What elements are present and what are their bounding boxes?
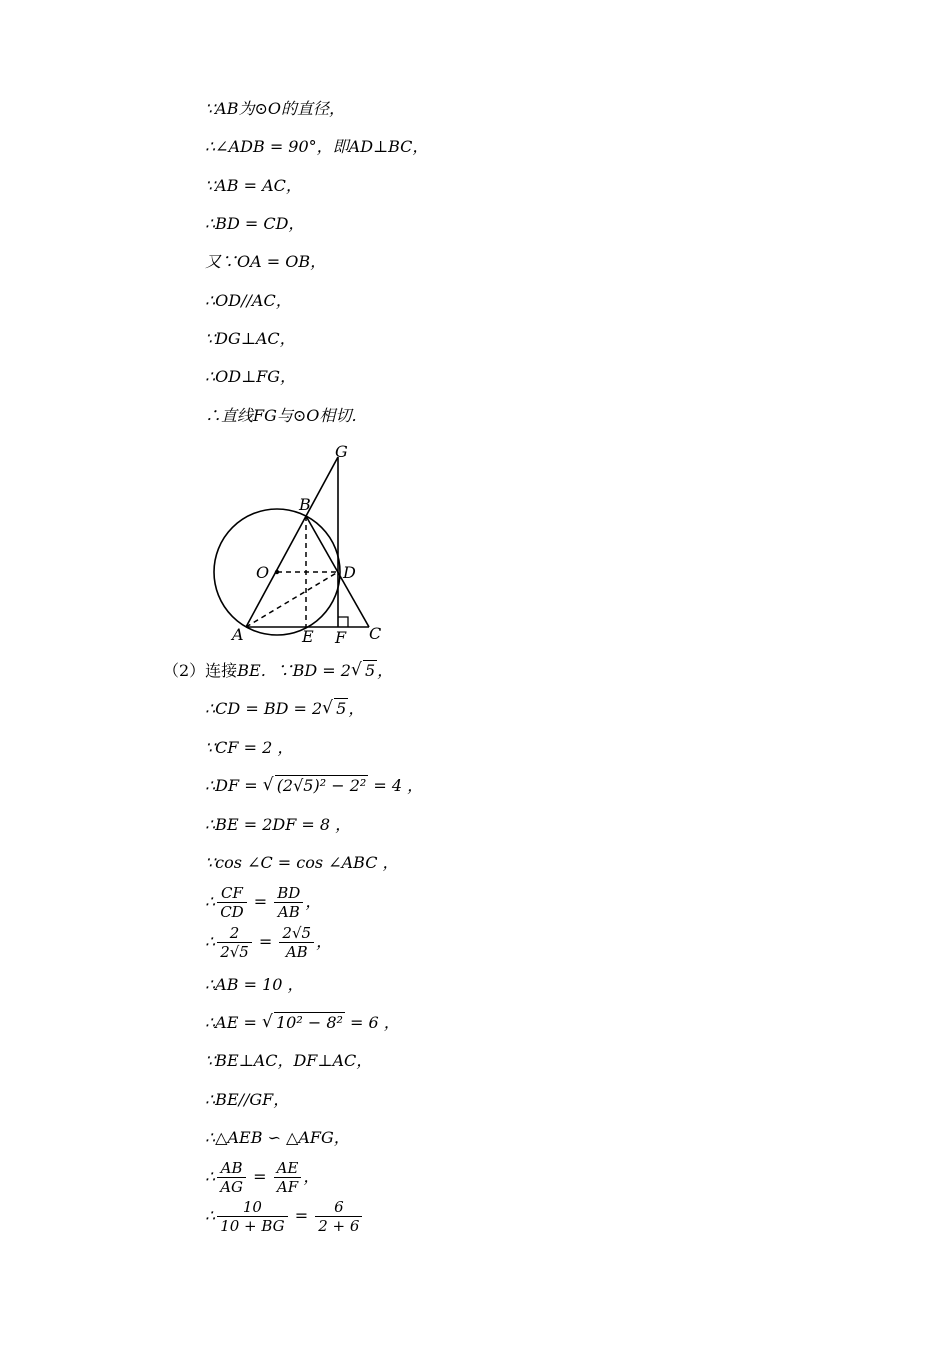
text-frag: = 6 ， [344,1013,400,1032]
sqrt-expr: √ 5 [350,660,376,680]
equals: = [253,932,278,951]
segment-be: BE [237,661,261,680]
radicand: 5 [364,661,376,680]
text-frag: ∴AE = [205,1013,262,1032]
text-frag: ， [377,661,394,680]
fraction [279,924,314,961]
proof2-line-8 [205,922,332,962]
radicand: 10² − 8² [276,1013,343,1032]
numerator: 2 [217,924,252,943]
text-frag: ， [316,932,333,951]
numerator: 10 [217,1198,287,1217]
proof2-line-2 [205,697,364,721]
fraction [315,1198,362,1235]
numerator: 2√5 [279,924,314,943]
center-dot [275,570,279,574]
numerator: 6 [315,1198,362,1217]
denominator: 10 + BG [220,1217,285,1235]
proof2-line-10 [205,1011,400,1035]
right-angle-marker [338,617,348,627]
fraction [217,1198,287,1235]
equals: = [248,1167,272,1186]
text-frag: ， [303,1167,320,1186]
numerator: BD [274,884,303,903]
proof-line-9: ∴直线FG与⊙O相切． [205,406,368,425]
fraction [217,884,247,921]
text-frag: = 4 ， [368,776,424,795]
text-frag: ∴DF = [205,776,263,795]
proof2-line-9: ∴AB = 10 ， [205,975,304,994]
label-f: F [335,628,347,647]
label-a: A [232,625,244,644]
text-frag: ∴ [205,1206,216,1225]
label-c: C [369,624,382,643]
radicand: (2√5)² − 2² [276,776,367,795]
denominator: AG [220,1178,244,1196]
text-frag: ， [305,892,322,911]
text-frag: ∴ [205,892,216,911]
sqrt-expr: √ 5 [322,698,347,718]
denominator: AB [277,903,300,921]
text-frag: ∴ [205,1167,216,1186]
label-b: B [299,495,311,514]
proof-line-4: ∴BD = CD， [205,214,305,233]
proof2-line-7 [205,882,321,922]
proof-line-5: 又∵OA = OB， [205,252,327,271]
denominator: 2√5 [220,943,249,961]
fraction [274,1159,302,1196]
fraction [217,1159,246,1196]
fraction [274,884,303,921]
proof-line-8: ∴OD⊥FG， [205,367,297,386]
proof2-line-3: ∵CF = 2 ， [205,738,294,757]
text-frag: ， [348,699,365,718]
proof2-line-4 [205,774,423,798]
numerator: AB [217,1159,246,1178]
proof2-line-11: ∵BE⊥AC，DF⊥AC， [205,1051,373,1070]
proof-line-7: ∵DG⊥AC， [205,329,296,348]
proof2-line-12: ∴BE//GF， [205,1090,290,1109]
proof-line-3: ∵AB = AC， [205,176,302,195]
step-label: （2）连接 [163,661,238,680]
sqrt-expr: √ (2√5)² − 2² [262,775,367,795]
proof2-line-6: ∵cos ∠C = cos ∠ABC ， [205,853,399,872]
proof-line-6: ∴OD//AC， [205,291,292,310]
proof2-line-14 [205,1157,319,1197]
numerator: CF [217,884,247,903]
radicand: 5 [336,699,347,718]
equals: = [248,892,273,911]
text-frag: ．∵BD = 2 [260,661,351,680]
proof-line-1: ∵AB为⊙O的直径， [205,99,346,118]
label-g: G [335,442,348,461]
denominator: AB [285,943,308,961]
denominator: AF [276,1178,299,1196]
numerator: AE [274,1159,302,1178]
proof2-line-15 [205,1196,364,1236]
proof-line-2: ∴∠ADB = 90°，即AD⊥BC， [205,137,429,156]
proof2-line-1 [163,659,393,683]
sqrt-expr: √ 10² − 8² [262,1012,343,1032]
text-frag: ∴ [205,932,216,951]
proof2-line-13: ∴△AEB ∽ △AFG， [205,1128,350,1147]
fraction [217,924,252,961]
label-e: E [302,627,314,646]
line-ag [246,457,338,627]
label-o: O [256,563,270,582]
geometry-figure [205,440,395,650]
equals: = [289,1206,314,1225]
proof2-line-5: ∴BE = 2DF = 8 ， [205,815,352,834]
denominator: CD [220,903,244,921]
text-frag: ∴CD = BD = 2 [205,699,323,718]
label-d: D [343,563,356,582]
denominator: 2 + 6 [318,1217,360,1235]
